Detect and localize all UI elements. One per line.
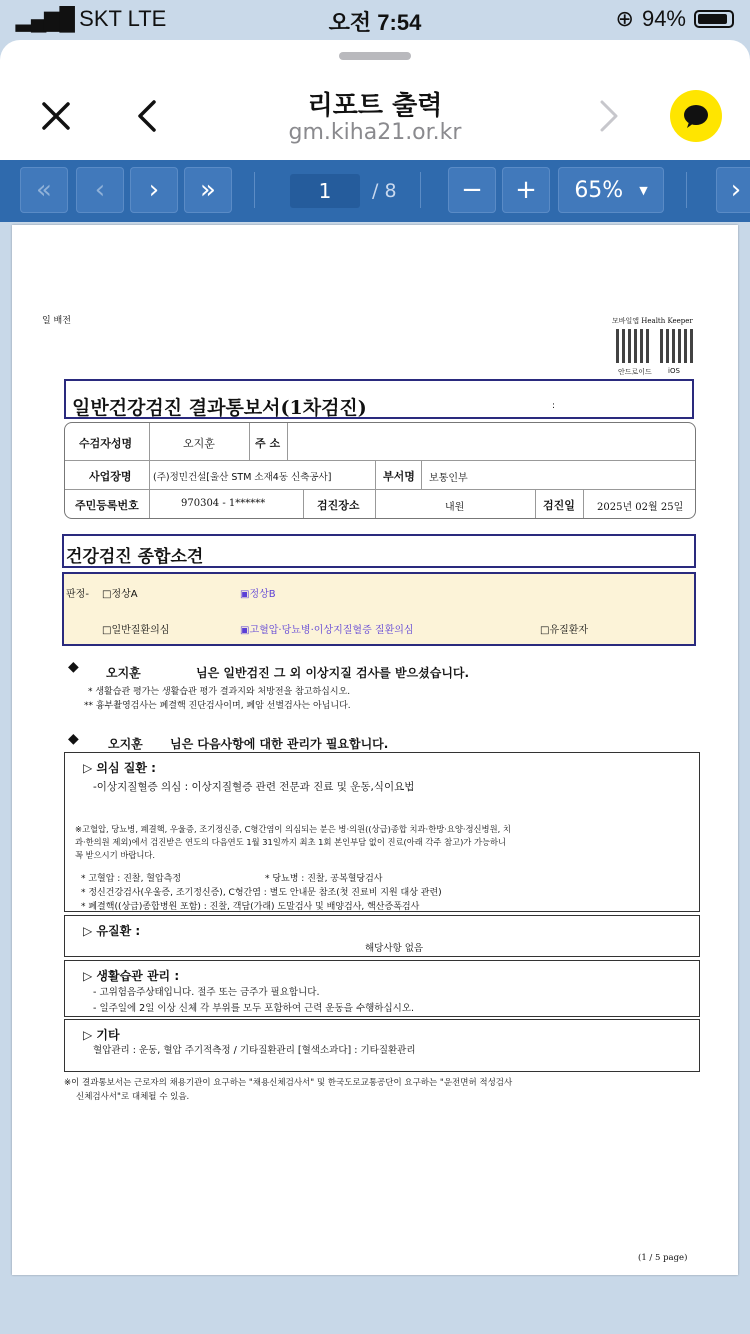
next-page-button[interactable]: › [130, 167, 178, 213]
zoom-out-button[interactable]: − [448, 167, 496, 213]
page-url: gm.kiha21.or.kr [288, 120, 462, 145]
toolbar-divider [420, 172, 421, 208]
page-footer: (1 / 5 page) [638, 1253, 688, 1263]
android-label: 안드로이드 [618, 368, 652, 376]
chat-bubble-icon [670, 90, 722, 142]
patient-info-table: 수검자성명 오지훈 주 소 사업장명 (주)정민건설[울산 STM 소재4동 신축공사] 부서명 보통인부 주민등록번호 970304 - 1****** 검진장소 내원 검진일 2025년 02월 25일 [64, 422, 696, 519]
page-number-input[interactable]: 1 [290, 174, 360, 208]
chevron-down-icon: ▼ [639, 183, 648, 197]
etc-section: ▷ 기타 혈압관리 : 운동, 혈압 주기적측정 / 기타질환관리 [혈색소과다] : 기타질환관리 [64, 1019, 700, 1072]
battery-icon [694, 10, 734, 28]
signal-icon: ▂▄▆█ [16, 6, 74, 31]
existing-disease-section: ▷ 유질환 : 해당사항 없음 [64, 915, 700, 957]
patient-name: 오지훈 [183, 437, 215, 450]
last-page-button[interactable]: » [184, 167, 232, 213]
prev-page-button[interactable]: ‹ [76, 167, 124, 213]
lifestyle-section: ▷ 생활습관 관리 : - 고위험음주상태입니다. 절주 또는 금주가 필요합니다. - 일주일에 2일 이상 신체 각 부위를 모두 포함하여 근력 운동을 수행하십시오. [64, 960, 700, 1017]
forward-icon[interactable] [594, 98, 622, 134]
option-normal-a: □정상A [102, 589, 138, 600]
status-bar [0, 0, 750, 42]
app-label: 모바일앱 Health Keeper [612, 317, 693, 325]
kakao-chat-button[interactable] [670, 90, 722, 142]
exam-place: 내원 [445, 502, 465, 513]
zoom-select[interactable]: 65% ▼ [558, 167, 664, 213]
page-total: / 8 [372, 180, 397, 202]
first-page-button[interactable]: « [20, 167, 68, 213]
corner-note: 일 배전 [42, 316, 71, 326]
android-qr-code[interactable] [616, 329, 650, 363]
option-disease: □유질환자 [540, 625, 589, 636]
ios-label: iOS [668, 367, 680, 375]
pdf-toolbar [0, 160, 750, 222]
option-normal-b: ▣정상B [240, 589, 276, 600]
suspect-disease-section: ▷ 의심 질환 : -이상지질혈증 의심 : 이상지질혈증 관련 전문과 진료 및 운동,식이요법 ※고혈압, 당뇨병, 폐결핵, 우울증, 조기정신증, C형간염이 의심되는 분은 병·의원((상급)종합 치과·한방·요양·정신병원, 치 과·한의원 제외)에서 검진받은 연도의 다음연도 1월 31일까지 최초 1회 본인부담 없이 진료(아래 각주 참고)가 가능하니 꼭 받으시기 바랍니다. * 고혈압 : 진찰, 혈압측정 * 당뇨병 : 진찰, 공복혈당검사 * 정신건강검사(우울증, 조기정신증), C형간염 : 별도 안내문 참조(첫 진료비 지원 대상 관련) * 폐결핵((상급)종합병원 포함) : 진찰, 객담(가래) 도말검사 및 배양검사, 핵산증폭검사 [64, 752, 700, 912]
diamond-icon: ◆ [68, 731, 79, 747]
carrier-label: ▂▄▆█ SKT LTE [16, 6, 167, 31]
summary-title-box [62, 534, 696, 568]
department: 보통인부 [429, 473, 468, 484]
company-name: (주)정민건설[울산 STM 소재4동 신축공사] [153, 472, 332, 483]
judgement-box: 판정- □정상A ▣정상B □일반질환의심 ▣고혈압·당뇨병·이상지질혈증 질환의심 □유질환자 [62, 572, 696, 646]
pdf-page: 일 배전 모바일앱 Health Keeper 안드로이드 iOS 일반건강검진 결과통보서(1차검진) : 수검자성명 오지훈 주 소 사업장명 (주)정민건설[울산 STM 소재4동 신축공사] 부서명 보통인부 주민등록번호 970304 - 1****** 검진장소 내원 검진일 2025년 02월 25일 건강검진 종합소견 판정- □정상A ▣정상B □일반질환의심 ▣고혈압·당뇨병·이상지질혈증 질환의심 □유질환자 ◆ 오지훈 님은 일반검진 그 외 이상지질 검사를 받으셨습니다. * 생활습관 평가는 생활습관 평가 결과지와 처방전을 참고하십시오. ** 흉부촬영검사는 폐결핵 진단검사이며, 폐암 선별검사는 아닙니다. ◆ 오지훈 님은 다음사항에 대한 관리가 필요합니다. ▷ 의심 질환 : -이상지질혈증 의심 : 이상지질혈증 관련 전문과 진료 및 운동,식이요법 ※고혈압, 당뇨병, 폐결핵, 우울증, 조기정신증, C형간염이 의심되는 분은 병·의원((상급)종합 치과·한방·요양·정신병원, 치 과·한의원 제외)에서 검진받은 연도의 다음연도 1월 31일까지 최초 1회 본인부담 없이 진료(아래 각주 참고)가 가능하니 꼭 받으시기 바랍니다. * 고혈압 : 진찰, 혈압측정 * 당뇨병 : 진찰, 공복혈당검사 * 정신건강검사(우울증, 조기정신증), C형간염 : 별도 안내문 참조(첫 진료비 지원 대상 관련) * 폐결핵((상급)종합병원 포함) : 진찰, 객담(가래) 도말검사 및 배양검사, 핵산증폭검사 ▷ 유질환 : 해당사항 없음 ▷ 생활습관 관리 : - 고위험음주상태입니다. 절주 또는 금주가 필요합니다. - 일주일에 2일 이상 신체 각 부위를 모두 포함하여 근력 운동을 수행하십시오. ▷ 기타 혈압관리 : 운동, 혈압 주기적측정 / 기타질환관리 [혈색소과다] : 기타질환관리 ※이 결과통보서는 근로자의 채용기관이 요구하는 "채용신체검사서" 및 한국도로교통공단이 요구하는 "운전면허 적성검사 신체검사서"로 대체될 수 있음. (1 / 5 page) [12, 225, 738, 1275]
zoom-in-button[interactable]: + [502, 167, 550, 213]
rotation-lock-icon: ⊕ [615, 6, 634, 31]
ios-qr-code[interactable] [660, 329, 694, 363]
report-title-box: 일반건강검진 결과통보서(1차검진) : [64, 379, 694, 419]
resident-number: 970304 - 1****** [181, 498, 266, 509]
summary-title: 건강검진 종합소견 [66, 547, 204, 567]
exam-date: 2025년 02월 25일 [597, 502, 684, 513]
battery-status: ⊕ 94% [616, 6, 734, 32]
sheet-header [0, 40, 750, 160]
grab-handle[interactable] [339, 52, 411, 60]
option-general-suspect: □일반질환의심 [102, 625, 170, 636]
toolbar-divider [254, 172, 255, 208]
report-title: 일반건강검진 결과통보서(1차검진) [72, 397, 367, 419]
sidebar-toggle-button[interactable]: › [716, 167, 750, 213]
clock: 오전 7:54 [328, 10, 422, 35]
option-disease-suspect: ▣고혈압·당뇨병·이상지질혈증 질환의심 [240, 625, 414, 636]
page-title: 리포트 출력 [307, 91, 443, 121]
diamond-icon: ◆ [68, 659, 79, 675]
toolbar-divider [686, 172, 687, 208]
